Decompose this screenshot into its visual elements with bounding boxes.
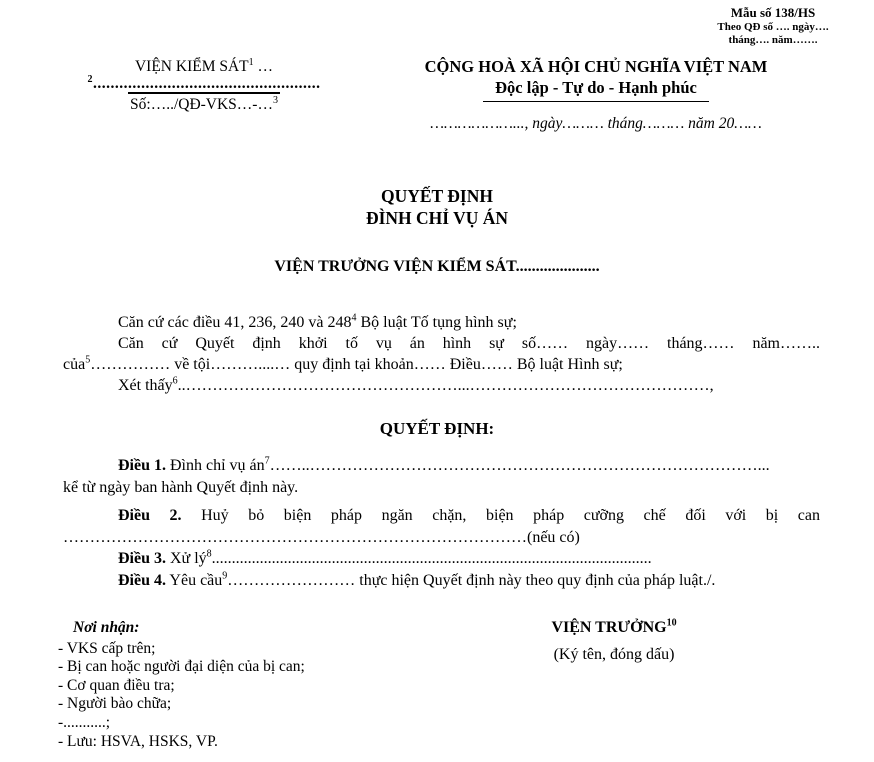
footnote-ref-8: 8 (206, 548, 212, 560)
recipient-item: - Bị can hoặc người đại diện của bị can; (58, 658, 305, 676)
article-2-line2: ……………………………………………………………………………(nếu có) (63, 528, 580, 546)
issuer-block (66, 57, 342, 114)
recipient-item: - Người bào chữa; (58, 695, 172, 713)
footnote-ref-5: 5 (85, 354, 91, 366)
authority-line: VIỆN TRƯỞNG VIỆN KIỂM SÁT..................... (274, 258, 600, 275)
footnote-ref-3: 3 (272, 94, 278, 106)
form-reference-block (678, 5, 868, 47)
article-1-line2: kể từ ngày ban hành Quyết định này. (63, 478, 299, 496)
form-ref-line2: Theo QĐ số …. ngày…. (717, 21, 829, 33)
decision-heading: QUYẾT ĐỊNH: (379, 419, 495, 438)
footnote-ref-4: 4 (351, 312, 357, 324)
footnote-ref-6: 6 (172, 375, 178, 387)
national-motto: Độc lập - Tự do - Hạnh phúc (483, 78, 709, 102)
footnote-ref-2: 2 (87, 73, 93, 85)
legal-basis-line3: của$^5$…………… về tội………....… quy định tại khoản…… Điều…… Bộ luật Hình sự; (63, 354, 623, 373)
recipients-block (58, 619, 418, 751)
footnote-ref-1: 1 (248, 56, 254, 68)
footnote-ref-7: 7 (264, 455, 270, 467)
article-2-line1: Điều 2. Huỷ bỏ biện pháp ngăn chặn, biện pháp cưỡng chế đối với bị can (118, 507, 821, 524)
document-number: Số:…../QĐ-VKS…-…$^3$ (130, 94, 278, 113)
authority-dots: ..................... (515, 258, 600, 275)
recipient-item: - VKS cấp trên; (58, 639, 156, 657)
consideration-line: Xét thấy$^6$..……………………………………………...………………………………………, (118, 375, 714, 394)
article-1-line1: Điều 1. Đình chỉ vụ $án^7\dots\dots..\dots\dots\dots\dots\dots\dots\dots\dots\dots\dots\dots\dots\dots\dots\dots\dots\dots\dots\dots\dots\dots\dots\dots\dots\dots\dots\dots\dots$... (118, 455, 770, 474)
article-4-line: Điều 4. Yêu cầu$^9$…………………… thực hiện Quyết định này theo quy định của pháp luật./. (118, 570, 716, 589)
article-1-label: Điều 1. (118, 457, 166, 474)
title-line2: ĐÌNH CHỈ VỤ ÁN (365, 208, 509, 228)
preamble (63, 312, 820, 396)
document-title (0, 185, 874, 229)
signature-block (459, 619, 769, 664)
article-2-label: Điều 2. (118, 507, 182, 524)
date-line: ………………..., ngày……… tháng……… năm 20…… (430, 115, 762, 132)
article-3-line: Điều 3. Xử $lý^8$.............................................................................................................. (118, 548, 652, 567)
issuer-separator-line (128, 92, 280, 94)
country-name: CỘNG HOÀ XÃ HỘI CHỦ NGHĨA VIỆT NAM (424, 57, 768, 76)
footnote-ref-10: 10 (666, 617, 677, 629)
form-number: Mẫu số 138/HS (730, 5, 816, 20)
signature-note: (Ký tên, đóng dấu) (553, 646, 675, 663)
footnote-ref-9: 9 (222, 570, 228, 582)
signer-title: VIỆN TRƯỞNG$^{10}$ (551, 617, 677, 636)
issuer-dotted-line: $^2$.................................................... (87, 73, 321, 92)
legal-basis-line1: Căn cứ các điều 41, 236, 240 và $248^4$ Bộ luật Tố tụng hình sự; (118, 312, 517, 331)
articles-block (63, 455, 820, 591)
title-line1: QUYẾT ĐỊNH (381, 186, 493, 206)
issuer-name: VIỆN KIỂM SÁT$^1$ … (134, 56, 274, 75)
national-header (390, 57, 802, 133)
recipient-item: - Lưu: HSVA, HSKS, VP. (58, 732, 218, 750)
article-4-label: Điều 4. (118, 571, 166, 589)
article-3-label: Điều 3. (118, 550, 166, 567)
form-ref-line3: tháng…. năm……. (728, 34, 818, 46)
recipients-title: Nơi nhận: (73, 619, 140, 636)
recipient-item: - Cơ quan điều tra; (58, 676, 175, 694)
recipient-item: -...........; (58, 713, 111, 731)
legal-basis-line2: Căn cứ Quyết định khởi tố vụ án hình sự số…… ngày…… tháng…… năm…….. (118, 335, 820, 352)
